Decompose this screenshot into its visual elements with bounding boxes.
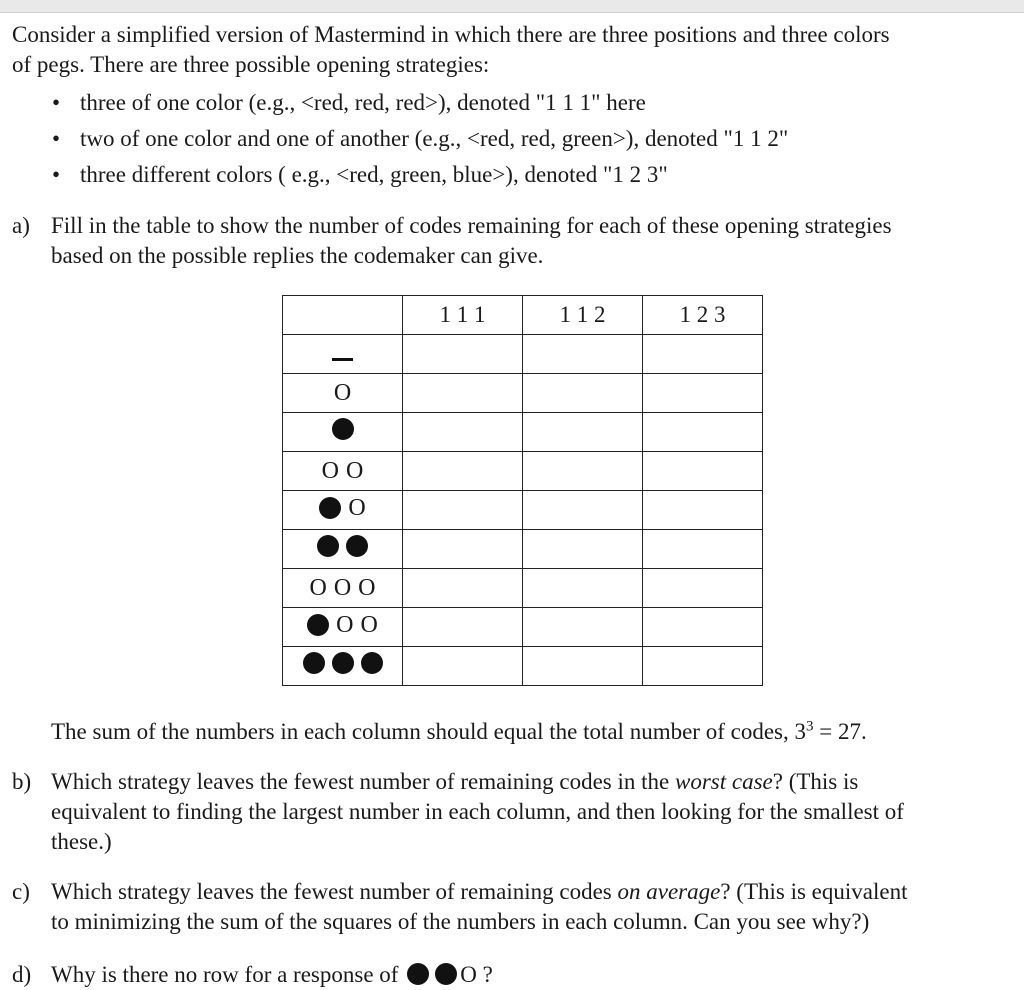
part-d-line xyxy=(51,960,493,990)
answer-cell[interactable] xyxy=(403,452,523,491)
answer-cell[interactable] xyxy=(523,374,643,413)
table-header-row xyxy=(283,296,763,335)
black-peg-icon xyxy=(435,963,457,985)
black-peg-icon xyxy=(407,963,429,985)
part-b-line-2: equivalent to finding the largest number in each column, and then looking for the smallest of xyxy=(51,799,904,824)
part-c-line-2: to minimizing the sum of the squares of the numbers in each column. Can you see why?) xyxy=(51,909,870,934)
answer-cell[interactable] xyxy=(523,569,643,608)
white-peg-icon: O xyxy=(358,575,376,601)
white-peg-icon: O xyxy=(460,962,477,987)
part-b-line-3: these.) xyxy=(51,829,112,854)
no-peg-dash-icon xyxy=(332,358,353,361)
column-header-112: 1 1 2 xyxy=(523,296,643,335)
intro-line-2: of pegs. There are three possible opening strategies: xyxy=(12,52,490,77)
part-b-text: Which strategy leaves the fewest number of remaining codes in the xyxy=(51,769,675,794)
column-header-123: 1 2 3 xyxy=(643,296,763,335)
white-peg-icon: O xyxy=(321,458,339,484)
white-peg-icon: O xyxy=(360,611,378,638)
answer-cell[interactable] xyxy=(643,608,763,647)
answer-cell[interactable] xyxy=(643,647,763,686)
white-peg-icon: O xyxy=(348,494,366,521)
answer-cell[interactable] xyxy=(523,608,643,647)
white-peg-icon: O xyxy=(333,575,352,601)
table-row-black-two-white xyxy=(283,608,763,647)
black-peg-icon xyxy=(332,418,354,440)
bullet-dot: • xyxy=(52,162,61,187)
response-cell xyxy=(283,413,403,452)
response-cell xyxy=(283,569,403,608)
sum-note-text: The sum of the numbers in each column should equal the total number of codes, 3 xyxy=(51,719,806,744)
table-row-no-pegs xyxy=(283,335,763,374)
black-peg-icon xyxy=(332,652,354,674)
black-peg-icon xyxy=(346,535,368,557)
part-c-label: c) xyxy=(12,879,30,904)
bullet-item: three different colors ( e.g., <red, green, blue>), denoted "1 2 3" xyxy=(80,162,668,187)
codes-remaining-table xyxy=(282,295,763,686)
peg-response xyxy=(303,652,383,674)
part-a-label: a) xyxy=(12,213,30,238)
white-peg-icon: O xyxy=(346,458,364,484)
sum-note-tail: = 27. xyxy=(813,719,867,744)
black-peg-icon xyxy=(319,497,341,519)
part-c-text-tail: ? (This is equivalent xyxy=(720,879,908,904)
column-header-111: 1 1 1 xyxy=(403,296,523,335)
peg-response xyxy=(309,576,375,600)
response-cell xyxy=(283,335,403,374)
response-cell xyxy=(283,452,403,491)
answer-cell[interactable] xyxy=(643,413,763,452)
sum-note xyxy=(51,717,867,747)
table-row-one-black xyxy=(283,413,763,452)
response-cell xyxy=(283,491,403,530)
part-d-label: d) xyxy=(12,962,32,987)
response-cell xyxy=(283,530,403,569)
table-row-three-black xyxy=(283,647,763,686)
answer-cell[interactable] xyxy=(643,530,763,569)
bullet-item: two of one color and one of another (e.g., <red, red, green>), denoted "1 1 2" xyxy=(80,126,789,151)
part-d-tail: ? xyxy=(476,962,493,987)
peg-response xyxy=(334,381,351,405)
peg-response xyxy=(322,459,364,483)
response-cell xyxy=(283,374,403,413)
answer-cell[interactable] xyxy=(403,374,523,413)
answer-cell[interactable] xyxy=(403,569,523,608)
white-peg-icon: O xyxy=(336,611,354,638)
response-cell xyxy=(283,647,403,686)
answer-cell[interactable] xyxy=(403,413,523,452)
answer-cell[interactable] xyxy=(403,608,523,647)
black-peg-icon xyxy=(361,652,383,674)
table-row-three-white xyxy=(283,569,763,608)
peg-response xyxy=(332,352,353,361)
part-b-text-tail: ? (This is xyxy=(772,769,859,794)
part-a-line-1: Fill in the table to show the number of codes remaining for each of these opening strategies xyxy=(51,213,892,238)
intro-line-1: Consider a simplified version of Mastermind in which there are three positions and three colors xyxy=(12,22,890,47)
part-b-line-1 xyxy=(51,767,858,797)
peg-response xyxy=(307,613,378,637)
bullet-item: three of one color (e.g., <red, red, red>), denoted "1 1 1" here xyxy=(80,90,646,115)
response-cell xyxy=(283,608,403,647)
answer-cell[interactable] xyxy=(643,335,763,374)
answer-cell[interactable] xyxy=(523,647,643,686)
answer-cell[interactable] xyxy=(403,335,523,374)
table-row-one-white xyxy=(283,374,763,413)
peg-response xyxy=(317,535,368,557)
white-peg-icon: O xyxy=(309,575,327,601)
answer-cell[interactable] xyxy=(523,452,643,491)
peg-response xyxy=(319,496,365,520)
answer-cell[interactable] xyxy=(643,491,763,530)
bullet-dot: • xyxy=(52,90,61,115)
part-a-line-2: based on the possible replies the codemaker can give. xyxy=(51,243,544,268)
part-b-emphasis: worst case xyxy=(674,769,773,794)
part-c-line-1 xyxy=(51,877,907,907)
white-peg-icon: O xyxy=(333,380,352,406)
part-c-emphasis: on average xyxy=(617,879,721,904)
answer-cell[interactable] xyxy=(523,530,643,569)
part-d-text: Why is there no row for a response of xyxy=(51,962,399,987)
answer-cell[interactable] xyxy=(643,452,763,491)
answer-cell[interactable] xyxy=(403,530,523,569)
answer-cell[interactable] xyxy=(643,569,763,608)
table-corner-cell xyxy=(283,296,403,335)
sum-note-exponent: 3 xyxy=(805,718,814,735)
black-peg-icon xyxy=(307,614,329,636)
table-row-two-white xyxy=(283,452,763,491)
answer-cell[interactable] xyxy=(403,491,523,530)
table-row-two-black xyxy=(283,530,763,569)
answer-cell[interactable] xyxy=(523,491,643,530)
table-row-black-white xyxy=(283,491,763,530)
answer-cell[interactable] xyxy=(523,413,643,452)
black-peg-icon xyxy=(317,535,339,557)
black-peg-icon xyxy=(303,652,325,674)
part-c-text: Which strategy leaves the fewest number of remaining codes xyxy=(51,879,618,904)
answer-cell[interactable] xyxy=(403,647,523,686)
part-b-label: b) xyxy=(12,769,32,794)
peg-response xyxy=(332,418,354,440)
answer-cell[interactable] xyxy=(523,335,643,374)
bullet-dot: • xyxy=(52,126,61,151)
table-body xyxy=(283,335,763,686)
answer-cell[interactable] xyxy=(643,374,763,413)
